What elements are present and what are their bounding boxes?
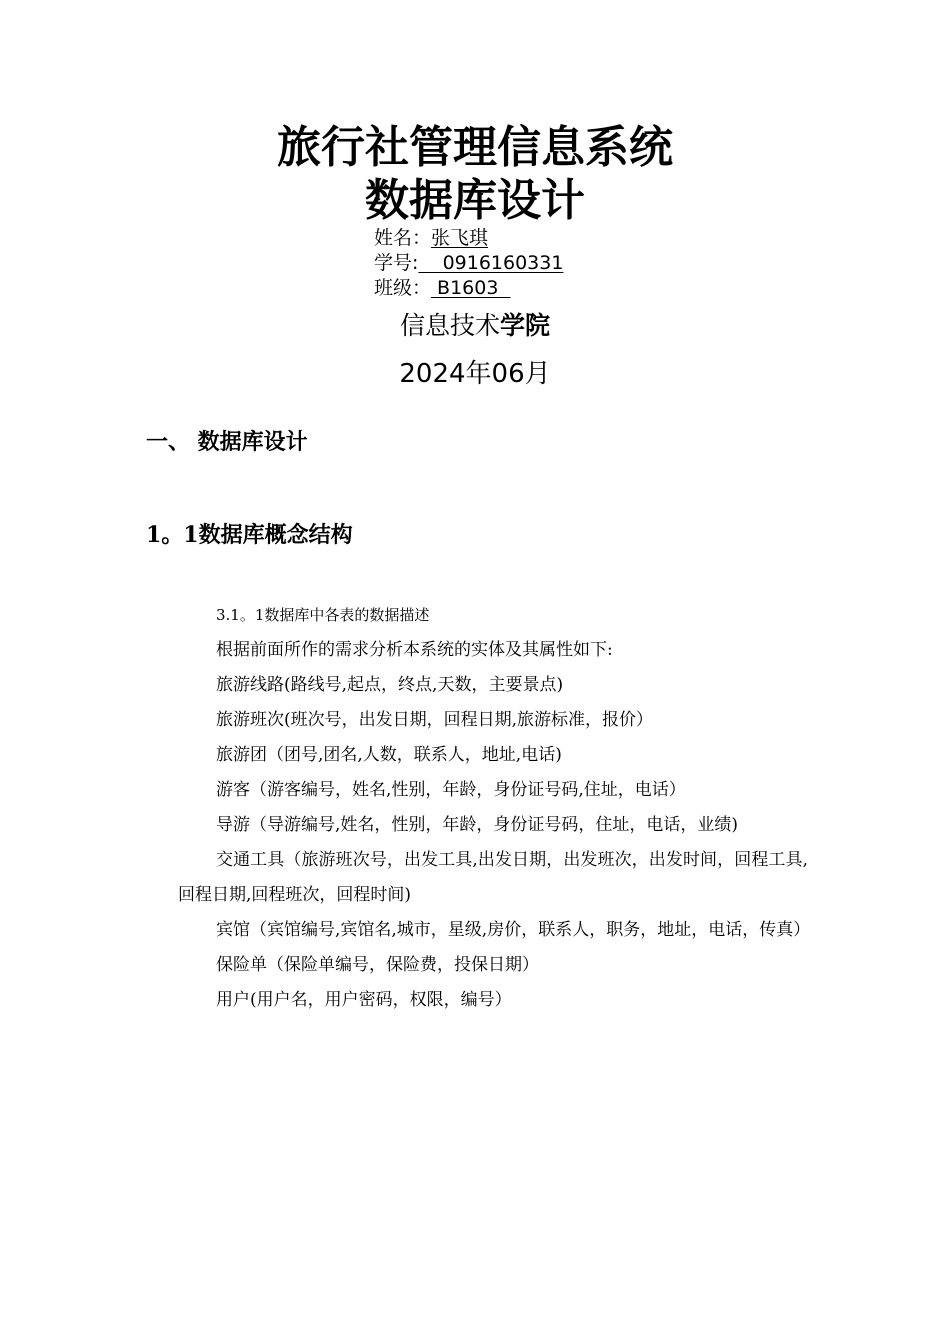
paragraph: 用户(用户名，用户密码，权限，编号）: [216, 990, 512, 1010]
student-id-label: 学号:: [374, 252, 419, 274]
college-prefix: 信息技术: [399, 311, 500, 340]
paragraph: 旅游线路(路线号,起点，终点,天数，主要景点): [216, 675, 564, 695]
section-heading-1-1: 1。1数据库概念结构: [146, 522, 353, 548]
paragraph: 导游（导游编号,姓名，性别，年龄，身份证号码，住址，电话，业绩): [216, 815, 739, 835]
student-name-label: 姓名：: [374, 227, 432, 249]
body-text: [178, 598, 811, 1018]
paragraph: 游客（游客编号，姓名,性别，年龄，身份证号码,住址，电话）: [216, 780, 686, 800]
document-title-line2: 数据库设计: [365, 175, 585, 226]
document-date: 2024年06月: [399, 359, 551, 389]
college-suffix: 学院: [500, 311, 551, 340]
college-name: [0, 310, 950, 342]
document-title-line1: 旅行社管理信息系统: [277, 122, 673, 173]
paragraph: 旅游团（团号,团名,人数，联系人，地址,电话): [216, 745, 562, 765]
paragraph: 宾馆（宾馆编号,宾馆名,城市，星级,房价，联系人，职务，地址，电话，传真）: [216, 920, 811, 940]
paragraph: 交通工具（旅游班次号，出发工具,出发日期，出发班次，出发时间，回程工具,回程日期,回程班次，回程时间): [178, 850, 808, 905]
paragraph: 根据前面所作的需求分析本系统的实体及其属性如下:: [216, 640, 613, 660]
paragraph: 保险单（保险单编号，保险费，投保日期）: [216, 955, 539, 975]
student-name-row: [374, 226, 488, 250]
subsection-heading: 3.1。1数据库中各表的数据描述: [216, 606, 430, 624]
paragraph: 旅游班次(班次号，出发日期，回程日期,旅游标准，报价）: [216, 710, 654, 730]
student-class-label: 班级：: [374, 277, 432, 299]
student-id-value: 0916160331: [418, 252, 564, 274]
student-class-value: B1603: [431, 277, 511, 299]
student-id-row: [374, 251, 563, 275]
section-heading-1: 一、 数据库设计: [146, 430, 308, 455]
student-name-value: 张飞琪: [431, 227, 489, 249]
student-class-row: [374, 276, 511, 300]
